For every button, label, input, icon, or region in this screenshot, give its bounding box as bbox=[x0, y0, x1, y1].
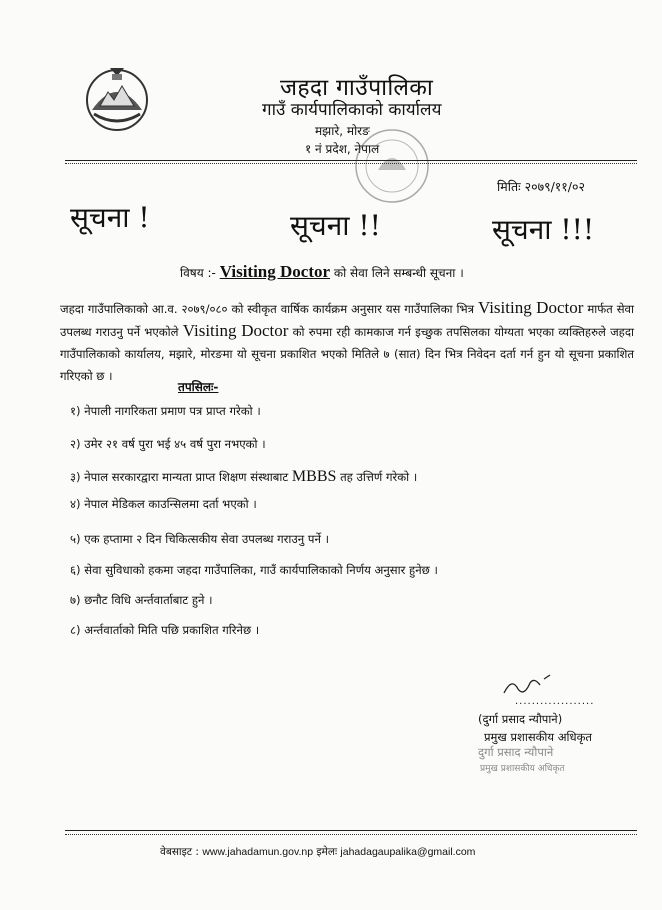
list-item: ४) नेपाल मेडिकल काउन्सिलमा दर्ता भएको । bbox=[70, 497, 257, 511]
nepal-emblem-icon bbox=[82, 62, 152, 136]
subject-line bbox=[180, 262, 464, 282]
list-item-text: तह उत्तिर्ण गरेको । bbox=[340, 470, 418, 484]
website-label: वेबसाइट : bbox=[160, 846, 199, 858]
list-item-english: MBBS bbox=[291, 468, 337, 485]
office-seal-stamp bbox=[330, 120, 438, 220]
body-english-1: Visiting Doctor bbox=[477, 298, 584, 317]
header-divider-dotted bbox=[65, 163, 637, 164]
municipality-name: जहदा गाउँपालिका bbox=[280, 75, 434, 101]
province-line: १ नं प्रदेश, नेपाल bbox=[305, 142, 380, 156]
office-name: गाउँ कार्यपालिकाको कार्यालय bbox=[262, 100, 442, 120]
notice-heading-3: सूचना !!! bbox=[492, 213, 595, 246]
list-item: ६) सेवा सुविधाको हकमा जहदा गाउँपालिका, गाउँ कार्यपालिकाको निर्णय अनुसार हुनेछ । bbox=[70, 563, 438, 577]
list-item: ८) अर्न्तवार्ताको मिति पछि प्रकाशित गरिनेछ । bbox=[70, 623, 260, 637]
body-text-2: मार्फत सेवा उपलब्ध गराउनु पर्ने भएकोले bbox=[60, 302, 634, 339]
subject-english: Visiting Doctor bbox=[219, 262, 331, 281]
body-paragraph bbox=[60, 297, 634, 387]
body-text-1: जहदा गाउँपालिकाको आ.व. २०७९/०८० को स्वीकृत वार्षिक कार्यक्रम अनुसार यस गाउँपालिका भित्र bbox=[60, 302, 475, 316]
email-link[interactable]: jahadagaupalika@gmail.com bbox=[340, 846, 476, 858]
body-english-2: Visiting Doctor bbox=[182, 321, 289, 340]
name-stamp: दुर्गा प्रसाद न्यौपाने bbox=[478, 745, 554, 759]
list-item-text: ३) नेपाल सरकारद्वारा मान्यता प्राप्त शिक्षण संस्थाबाट bbox=[70, 470, 289, 484]
details-label: तपसिलः- bbox=[178, 380, 219, 394]
footer-divider bbox=[65, 830, 637, 831]
signature-line: ................... bbox=[515, 696, 595, 707]
list-item: २) उमेर २१ वर्ष पुरा भई ४५ वर्ष पुरा नभएको । bbox=[70, 437, 266, 451]
list-item: ७) छनौट विधि अर्न्तवार्ताबाट हुने । bbox=[70, 593, 213, 607]
signatory-title: प्रमुख प्रशासकीय अधिकृत bbox=[484, 730, 592, 744]
title-stamp: प्रमुख प्रशासकीय अधिकृत bbox=[480, 764, 565, 774]
subject-prefix: विषय :- bbox=[180, 266, 216, 280]
body-text-3: को रुपमा रही कामकाज गर्न इच्छुक तपसिलका योग्यता भएका व्यक्तिहरुले जहदा गाउँपालिकाको कार्यालय, मझारे, मोरङमा यो सूचना प्रकाशित भएको मितिले ७ (सात) दिन भित्र निवेदन दर्ता गर्न हुन यो सूचना प्रकाशित गरिएको छ । bbox=[60, 325, 634, 383]
header-divider bbox=[65, 160, 637, 161]
list-item bbox=[70, 468, 417, 486]
footer-divider-dotted bbox=[65, 834, 637, 835]
list-item: ५) एक हप्तामा २ दिन चिकित्सकीय सेवा उपलब्ध गराउनु पर्ने । bbox=[70, 532, 330, 546]
office-address: मझारे, मोरङ bbox=[315, 124, 370, 138]
notice-heading-2: सूचना !! bbox=[290, 209, 381, 242]
notice-date: मितिः २०७९/११/०२ bbox=[497, 179, 585, 194]
subject-suffix: को सेवा लिने सम्बन्धी सूचना । bbox=[333, 266, 464, 280]
email-label: इमेलः bbox=[316, 846, 338, 858]
signatory-name: (दुर्गा प्रसाद न्यौपाने) bbox=[478, 712, 563, 726]
website-link[interactable]: www.jahadamun.gov.np bbox=[202, 846, 314, 858]
footer-contact bbox=[160, 845, 475, 859]
notice-heading-1: सूचना ! bbox=[70, 201, 150, 234]
list-item: १) नेपाली नागरिकता प्रमाण पत्र प्राप्त गरेको । bbox=[70, 404, 261, 418]
